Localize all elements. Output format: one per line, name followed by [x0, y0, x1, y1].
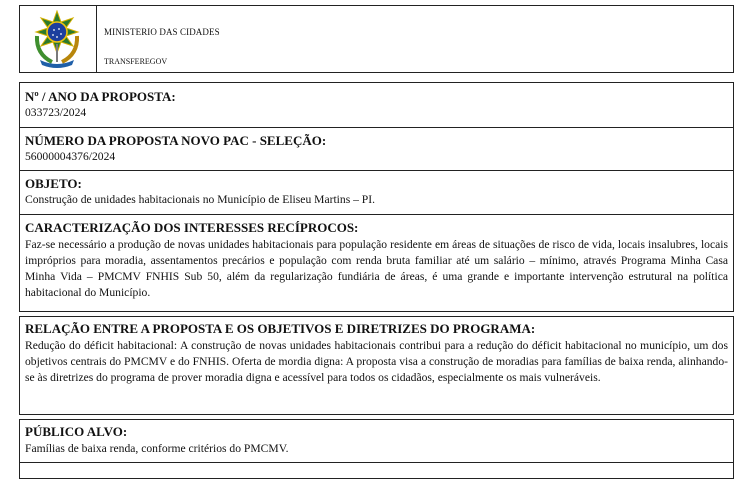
coat-of-arms-of-brazil-icon — [28, 10, 86, 70]
interests-section — [20, 214, 733, 313]
logo-cell — [20, 6, 97, 72]
relation-section — [19, 316, 734, 415]
proposal-details — [19, 82, 734, 312]
object-value: Construção de unidades habitacionais no Município de Eliseu Martins – PI. — [25, 193, 376, 206]
document-header — [19, 5, 734, 73]
section-divider — [20, 462, 733, 463]
object-label: OBJETO: — [25, 176, 82, 191]
proposal-number-label: Nº / ANO DA PROPOSTA: — [25, 89, 176, 104]
pac-number-section — [20, 127, 733, 170]
target-audience-section — [19, 419, 734, 479]
interests-text: Faz-se necessário a produção de novas unidades habitacionais para população residente em áreas de situações de risco de vida, locais insalubres, locais impróprios para moradia, assentamentos precários e população com renda bruta familiar até um salário – mínimo, através Programa Minha Casa Minha Vida – PMCMV FNHIS Sub 50, além da regularização fundiária de áreas, é uma grande e importante intervenção estrutural na política habitacional do Município. — [25, 238, 728, 299]
ministry-name: MINISTERIO DAS CIDADES — [104, 27, 220, 37]
proposal-number-value: 033723/2024 — [25, 106, 87, 119]
relation-label: RELAÇÃO ENTRE A PROPOSTA E OS OBJETIVOS E DIRETRIZES DO PROGRAMA: — [25, 321, 536, 336]
proposal-number-section — [20, 83, 733, 127]
target-audience-label: PÚBLICO ALVO: — [25, 424, 128, 439]
object-section — [20, 170, 733, 214]
pac-number-label: NÚMERO DA PROPOSTA NOVO PAC - SELEÇÃO: — [25, 133, 327, 148]
system-name: TRANSFEREGOV — [104, 57, 168, 66]
interests-label: CARACTERIZAÇÃO DOS INTERESSES RECÍPROCOS: — [25, 220, 359, 235]
relation-text: Redução do déficit habitacional: A construção de novas unidades habitacionais contribui para a redução do déficit habitacional no município, um dos objetivos centrais do PMCMV e do FNHIS. Oferta de mordia digna: A proposta visa a construção de moradias para famílias de baixa renda, alinhando-se às diretrizes do programa de prover moradia digna e acessível para todos os cidadãos, especialmente os mais vulneráveis. — [25, 339, 728, 384]
target-audience-text: Famílias de baixa renda, conforme critérios do PMCMV. — [25, 442, 289, 455]
pac-number-value: 56000004376/2024 — [25, 150, 116, 163]
